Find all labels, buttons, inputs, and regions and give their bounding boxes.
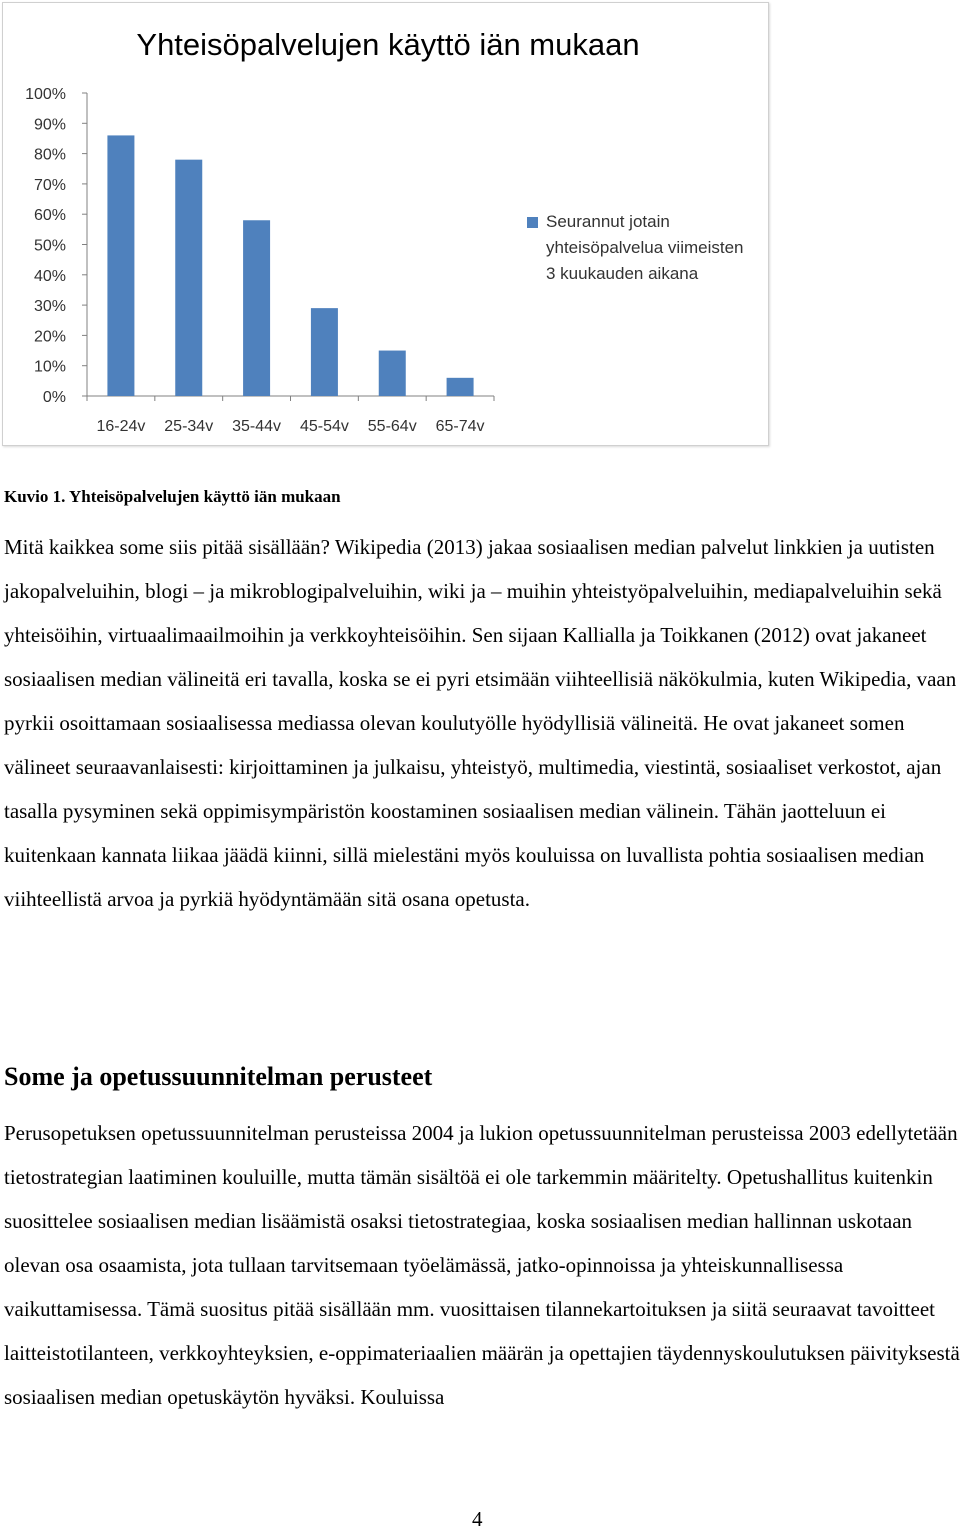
x-tick-label: 65-74v	[435, 418, 485, 435]
chart-legend	[527, 209, 757, 287]
x-tick-label: 25-34v	[164, 418, 214, 435]
bar	[447, 378, 474, 396]
y-tick-label: 30%	[33, 298, 66, 316]
y-tick-label: 20%	[33, 328, 66, 346]
x-tick-label: 45-54v	[299, 418, 349, 435]
x-tick-label: 55-64v	[367, 418, 417, 435]
y-tick-label: 90%	[33, 116, 66, 134]
legend-swatch	[527, 217, 538, 228]
y-tick-label: 0%	[42, 389, 66, 406]
section-heading: Some ja opetussuunnitelman perusteet	[4, 1062, 433, 1091]
y-tick-label: 50%	[33, 237, 66, 255]
bar	[243, 220, 270, 396]
bar	[311, 308, 338, 396]
bar	[107, 135, 134, 396]
y-tick-label: 10%	[33, 358, 66, 376]
y-tick-label: 70%	[33, 176, 66, 194]
legend-label: Seurannut jotain yhteisöpalvelua viimeisten 3 kuukauden aikana	[546, 212, 744, 283]
x-tick-label: 16-24v	[96, 418, 146, 435]
figure-caption: Kuvio 1. Yhteisöpalvelujen käyttö iän mukaan	[4, 487, 341, 506]
y-tick-label: 100%	[25, 86, 66, 103]
chart-title: Yhteisöpalvelujen käyttö iän mukaan	[136, 27, 640, 62]
bar	[175, 160, 202, 396]
bar	[379, 351, 406, 396]
y-tick-label: 80%	[33, 146, 66, 164]
body-paragraph-1: Mitä kaikkea some siis pitää sisällään? Wikipedia (2013) jakaa sosiaalisen median palvelut linkkien ja uutisten jakopalveluihin, blogi – ja mikroblogipalveluihin, wiki ja – muihin yhteistyöpalveluihin, mediapalveluihin sekä yhteisöihin, virtuaalimaailmoihin ja verkkoyhteisöihin. Sen sijaan Kallialla ja Toikkanen (2012) ovat jakaneet sosiaalisen median välineitä eri tavalla, koska se ei pyri etsimään viihteellisiä näkökulmia, kuten Wikipedia, vaan pyrkii osoittamaan sosiaalisessa mediassa olevan koulutyölle hyödyllisiä välineitä. He ovat jakaneet somen välineet seuraavanlaisesti: kirjoittaminen ja julkaisu, yhteistyö, multimedia, viestintä, sosiaaliset verkostot, ajan tasalla pysyminen sekä oppimisympäristön koostaminen sosiaalisen median välinein. Tähän jaotteluun ei kuitenkaan kannata liikaa jäädä kiinni, sillä mielestäni myös kouluissa on luvallista pohtia sosiaalisen median viihteellistä arvoa ja pyrkiä hyödyntämään sitä osana opetusta.	[4, 535, 957, 911]
chart-container	[2, 2, 769, 446]
y-tick-label: 40%	[33, 267, 66, 285]
page-number: 4	[472, 1507, 483, 1531]
y-tick-label: 60%	[33, 207, 66, 225]
x-tick-label: 35-44v	[232, 418, 282, 435]
body-paragraph-2: Perusopetuksen opetussuunnitelman perusteissa 2004 ja lukion opetussuunnitelman perusteissa 2003 edellytetään tietostrategian laatiminen kouluille, mutta tämän sisältöä ei ole tarkemmin määritelty. Opetushallitus kuitenkin suosittelee sosiaalisen median lisäämistä osaksi tietostrategiaa, koska sosiaalisen median hallinnan uskotaan olevan osa osaamista, jota tullaan tarvitsemaan työelämässä, jatko-opinnoissa ja yhteiskunnallisessa vaikuttamisessa. Tämä suositus pitää sisällään mm. vuosittaisen tilannekartoituksen ja siitä seuraavat tavoitteet laitteistotilanteen, verkkoyhteyksien, e-oppimateriaalien määrän ja opettajien täydennyskoulutuksen päivityksestä sosiaalisen median opetuskäytön hyväksi. Kouluissa	[4, 1121, 960, 1409]
